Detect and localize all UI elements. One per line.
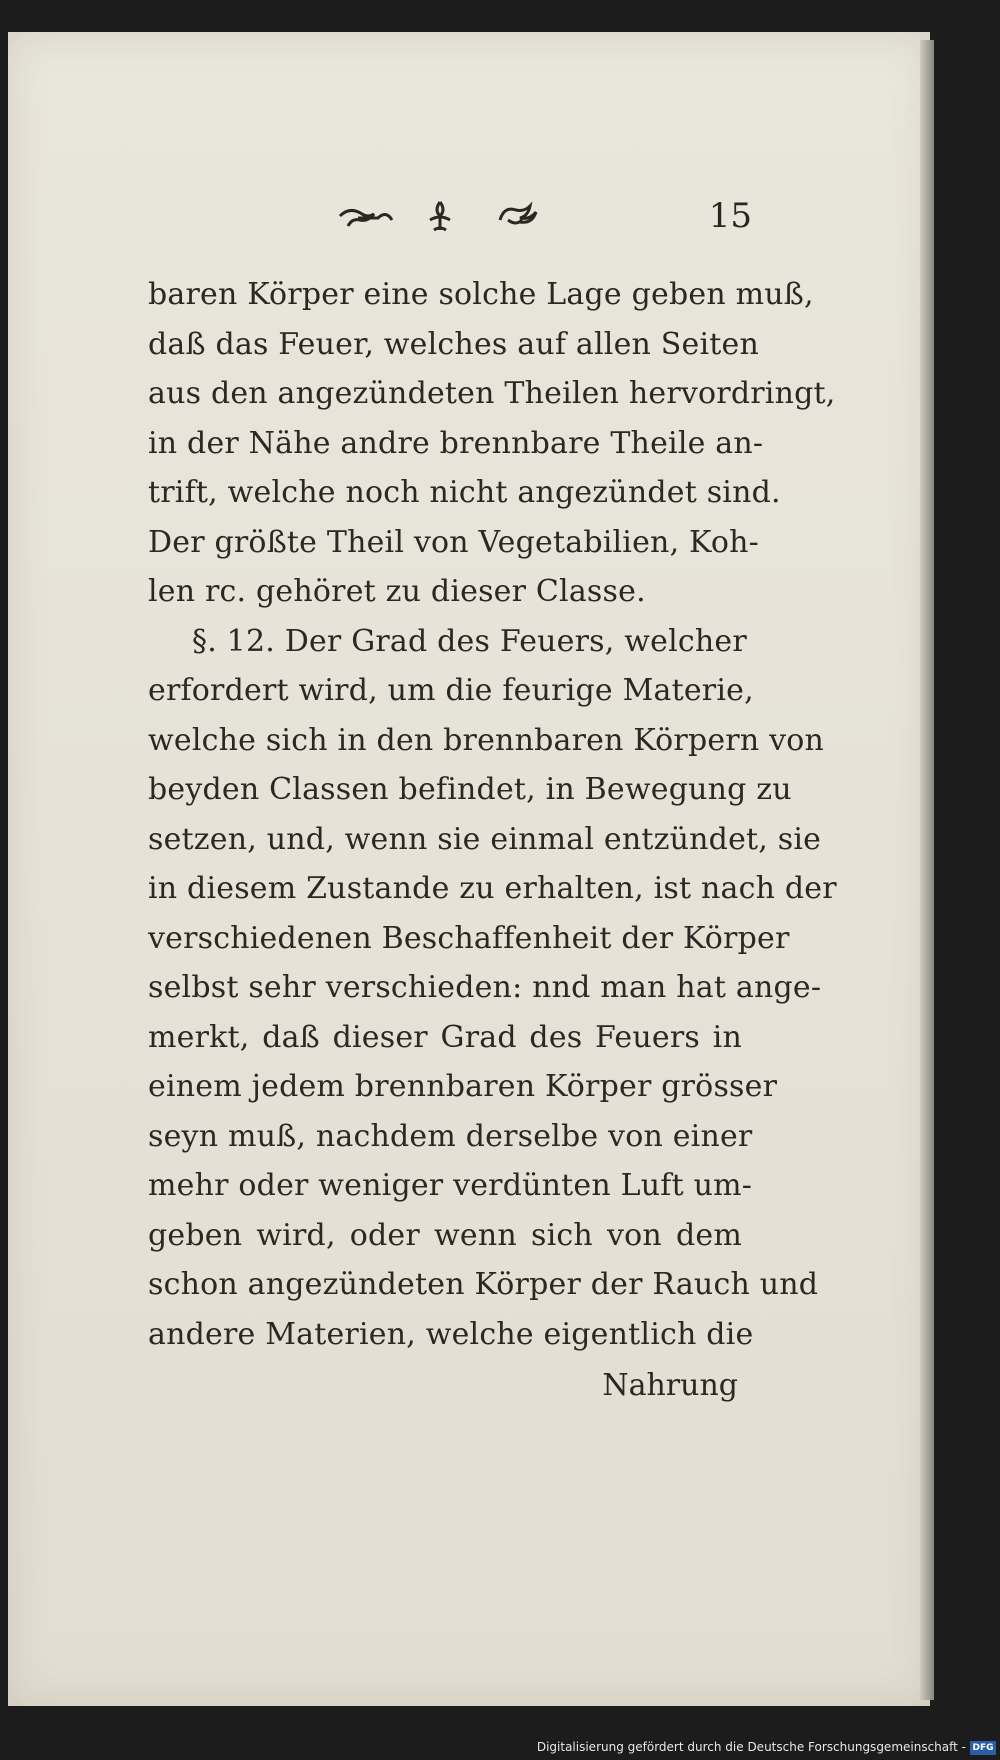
page-number: 15 [708, 196, 752, 236]
text-line: verschiedenen Beschaffenheit der Körper [148, 920, 790, 956]
paragraph-start-line: §. 12. Der Grad des Feuers, welcher [192, 623, 747, 659]
text-line: aus den angezündeten Theilen hervordringt, [148, 376, 836, 411]
page-edge [920, 40, 934, 1700]
text-line: in diesem Zustande zu erhalten, ist nach der [148, 871, 837, 906]
ornament-icon [330, 196, 570, 236]
body-text [148, 270, 837, 1359]
dfg-logo-icon: DFG [970, 1741, 996, 1755]
text-line: daß das Feuer, welches auf allen Seiten [148, 326, 760, 362]
text-line: erfordert wird, um die feurige Materie, [148, 673, 754, 708]
text-line: einem jedem brennbaren Körper grösser [148, 1069, 778, 1104]
text-line: trift, welche noch nicht angezündet sind. [148, 475, 781, 510]
text-line: selbst sehr verschieden: nnd man hat ange- [148, 970, 822, 1005]
text-line: schon angezündeten Körper der Rauch und [148, 1267, 819, 1302]
funding-credit: Digitalisierung gefördert durch die Deutsche Forschungsgemeinschaft - [536, 1740, 966, 1754]
text-line: Der größte Theil von Vegetabilien, Koh- [148, 524, 759, 560]
text-line: seyn muß, nachdem derselbe von einer [148, 1118, 753, 1154]
footer-bar [0, 1734, 1000, 1760]
text-line: mehr oder weniger verdünten Luft um- [148, 1168, 753, 1203]
text-line: andere Materien, welche eigentlich die [148, 1316, 754, 1352]
text-line: len rc. gehöret zu dieser Classe. [148, 574, 646, 609]
catchword: Nahrung [602, 1368, 738, 1403]
text-line: welche sich in den brennbaren Körpern von [148, 722, 825, 758]
text-line: in der Nähe andre brennbare Theile an- [148, 425, 764, 461]
text-line: beyden Classen befindet, in Bewegung zu [148, 772, 792, 807]
text-line: geben wird, oder wenn sich von dem [148, 1217, 742, 1253]
page-header [330, 196, 760, 246]
text-line: merkt, daß dieser Grad des Feuers in [148, 1019, 742, 1055]
text-line: baren Körper eine solche Lage geben muß, [148, 277, 814, 312]
text-line: setzen, und, wenn sie einmal entzündet, sie [148, 821, 822, 857]
